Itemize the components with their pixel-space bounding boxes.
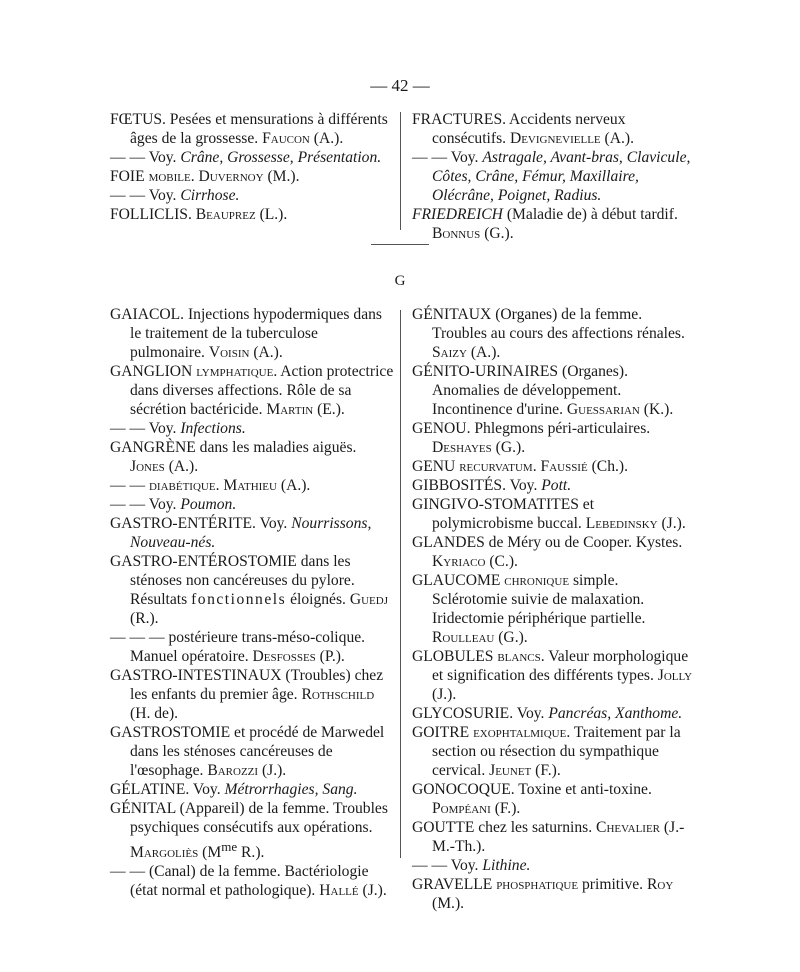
author-name: Faussié — [540, 458, 588, 475]
author-name: chronique — [504, 572, 570, 589]
author-name: Margoliès — [130, 844, 199, 862]
page-number: — 42 — — [370, 76, 430, 95]
author-name: Duvernoy — [198, 168, 264, 185]
author-name: Chevalier — [596, 819, 661, 836]
index-entry: GASTROSTOMIE et procédé de Marwedel dans les sténoses cancéreuses de l'œsophage. Barozzi (J.). — [110, 724, 385, 779]
author-name: Jones — [130, 458, 165, 475]
author-name: Bonnus — [432, 225, 481, 242]
index-entry: GASTRO-INTESTINAUX (Troubles) chez les enfants du premier âge. Rothschild (H. de). — [110, 667, 384, 722]
index-entry: — — Voy. Poumon. — [110, 496, 237, 513]
author-name: Roulleau — [432, 629, 495, 646]
author-name: Guedj — [349, 591, 388, 608]
author-name: Mathieu — [223, 477, 277, 494]
author-name: Devignevielle — [509, 130, 601, 147]
index-entry: GLANDES de Méry ou de Cooper. Kystes. Kyriaco (C.). — [412, 534, 683, 570]
index-column-top-left — [110, 110, 395, 224]
index-entry: GLAUCOME chronique simple. Sclérotomie suivie de malaxation. Iridectomie périphérique partielle. Roulleau (G.). — [412, 572, 646, 646]
author-name: diabétique — [148, 477, 216, 494]
index-entry: — — Voy. Infections. — [110, 420, 246, 437]
index-entry: GÉNITAUX (Organes) de la femme. Troubles au cours des affections rénales. Saizy (A.). — [412, 306, 685, 361]
author-name: Saizy — [432, 344, 467, 361]
index-entry: GANGRÈNE dans les maladies aiguës. Jones (A.). — [110, 439, 357, 475]
column-divider — [400, 112, 401, 230]
index-entry: GENU recurvatum. Faussié (Ch.). — [412, 458, 628, 475]
column-divider — [400, 310, 401, 858]
author-name: Barozzi — [207, 762, 259, 779]
author-name: Rothschild — [301, 686, 375, 703]
author-name: recurvatum — [459, 458, 533, 475]
index-column-top-right — [412, 110, 697, 243]
index-entry: GOUTTE chez les saturnins. Chevalier (J.-M.-Th.). — [412, 819, 685, 855]
index-entry: — — Voy. Cirrhose. — [110, 187, 240, 204]
index-entry: — — — postérieure trans-méso-colique. Manuel opératoire. Desfosses (P.). — [110, 629, 366, 665]
index-entry: — — Voy. Astragale, Avant-bras, Clavicule, Côtes, Crâne, Fémur, Maxillaire, Olécrâne, Poignet, Radius. — [412, 149, 691, 204]
cross-reference: Métrorrhagies, Sang. — [224, 781, 358, 798]
cross-reference: Crâne, Grossesse, Présentation. — [180, 149, 382, 166]
author-name: Guessarian — [566, 401, 640, 418]
index-entry: — — (Canal) de la femme. Bactériologie (état normal et pathologique). Hallé (J.). — [110, 863, 387, 900]
author-name: Roy — [646, 876, 674, 893]
cross-reference: Nourrissons, Nouveau-nés. — [130, 515, 372, 551]
index-entry: GÉNITO-URINAIRES (Organes). Anomalies de développement. Incontinence d'urine. Guessarian (K.). — [412, 363, 674, 418]
author-name: exophtalmique — [473, 724, 567, 741]
author-name: Desfosses — [252, 648, 316, 665]
author-name: Martin — [266, 401, 314, 418]
index-entry: GRAVELLE phosphatique primitive. Roy (M.). — [412, 876, 674, 912]
author-name: Faucon — [262, 130, 310, 147]
cross-reference: Astragale, Avant-bras, Clavicule, Côtes, Crâne, Fémur, Maxillaire, Olécrâne, Poignet, Radius. — [432, 149, 691, 204]
author-name: lymphatique — [196, 363, 274, 380]
index-entry: GIBBOSITÉS. Voy. Pott. — [412, 477, 572, 494]
text-run: me — [221, 839, 238, 854]
cross-reference: Lithine. — [482, 857, 531, 874]
index-entry: GÉNITAL (Appareil) de la femme. Troubles psychiques consécutifs aux opérations. Margoliès ($M^{me}$ R.). — [110, 800, 388, 862]
index-entry: GASTRO-ENTÉRITE. Voy. Nourrissons, Nouveau-nés. — [110, 515, 372, 551]
cross-reference: Pott. — [541, 477, 572, 494]
author-name: Pompéani — [432, 800, 491, 817]
index-entry: GLOBULES blancs. Valeur morphologique et signification des différents types. Jolly (J.). — [412, 648, 693, 703]
index-entry: GENOU. Phlegmons péri-articulaires. Deshayes (G.). — [412, 420, 651, 456]
cross-reference: Cirrhose. — [180, 187, 240, 204]
index-entry: GAIACOL. Injections hypodermiques dans le traitement de la tuberculose pulmonaire. Voisin (A.). — [110, 306, 382, 361]
cross-reference: Pancréas, Xanthome. — [548, 705, 683, 722]
author-name: Beauprez — [195, 206, 256, 223]
author-name: Jeunet — [489, 762, 532, 779]
index-entry: GOITRE exophtalmique. Traitement par la section ou résection du sympathique cervical. Jeunet (F.). — [412, 724, 681, 779]
index-entry: FOLLICLIS. Beauprez (L.). — [110, 206, 288, 223]
author-name: Kyriaco — [432, 553, 486, 570]
index-entry: — — Voy. Lithine. — [412, 857, 531, 874]
index-entry: GASTRO-ENTÉROSTOMIE dans les sténoses non cancéreuses du pylore. Résultats fonctionnels éloignés. Guedj (R.). — [110, 553, 388, 627]
index-entry: GANGLION lymphatique. Action protectrice dans diverses affections. Rôle de sa sécrétion bactéricide. Martin (E.). — [110, 363, 394, 418]
index-column-bottom-left — [110, 305, 395, 900]
cross-reference: FRIEDREICH — [412, 206, 503, 223]
author-name: phosphatique — [496, 876, 579, 893]
section-separator — [371, 244, 429, 245]
section-letter: G — [394, 273, 406, 289]
author-name: Jolly — [657, 667, 693, 684]
author-name: Deshayes — [432, 439, 492, 456]
text-run: fonctionnels — [191, 591, 287, 608]
author-name: Hallé — [319, 882, 359, 900]
index-entry: FRACTURES. Accidents nerveux consécutifs. Devignevielle (A.). — [412, 111, 634, 147]
author-name: Lebedinsky — [585, 515, 658, 532]
index-entry: GONOCOQUE. Toxine et anti-toxine. Pompéani (F.). — [412, 781, 652, 817]
index-entry: FRIEDREICH (Maladie de) à début tardif. Bonnus (G.). — [412, 206, 678, 242]
cross-reference: Infections. — [180, 420, 246, 437]
index-entry: GLYCOSURIE. Voy. Pancréas, Xanthome. — [412, 705, 683, 722]
index-entry: GINGIVO-STOMATITES et polymicrobisme buccal. Lebedinsky (J.). — [412, 496, 686, 532]
index-entry: GÉLATINE. Voy. Métrorrhagies, Sang. — [110, 781, 358, 798]
author-name: Voisin — [208, 344, 250, 361]
cross-reference: Poumon. — [180, 496, 237, 513]
index-column-bottom-right — [412, 305, 697, 913]
index-entry: FOIE mobile. Duvernoy (M.). — [110, 168, 300, 185]
index-entry: — — diabétique. Mathieu (A.). — [110, 477, 311, 494]
author-name: mobile — [148, 168, 191, 185]
index-entry: FŒTUS. Pesées et mensurations à différents âges de la grossesse. Faucon (A.). — [110, 111, 388, 147]
author-name: blancs — [497, 648, 541, 665]
index-entry: — — Voy. Crâne, Grossesse, Présentation. — [110, 149, 382, 166]
